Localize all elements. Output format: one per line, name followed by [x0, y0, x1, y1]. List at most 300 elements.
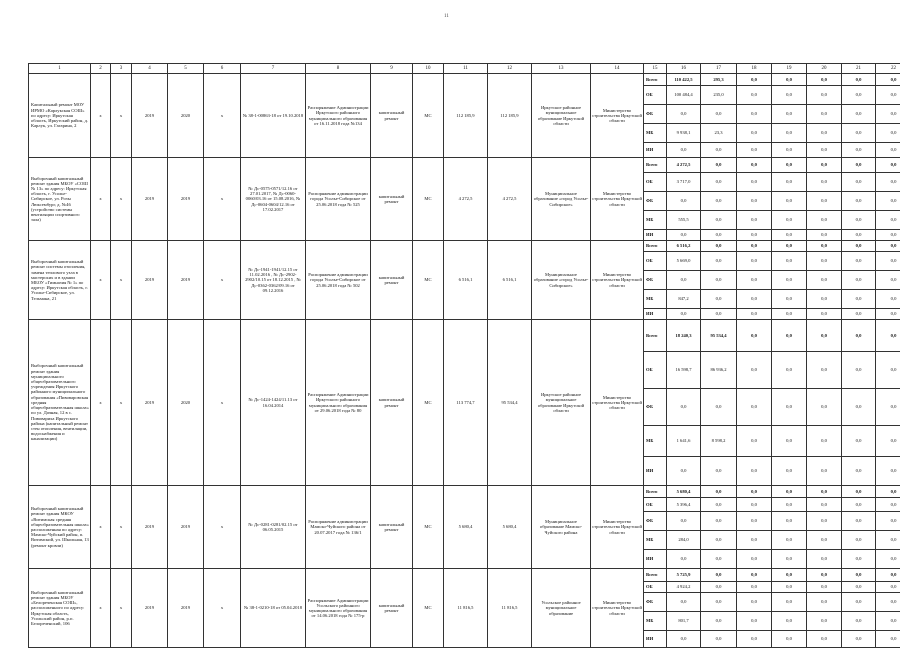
funding-value-cell: 0,0: [667, 593, 701, 612]
funding-value-cell: 0,0: [842, 426, 876, 457]
decision-cell: Распоряжение Администрации Усольского районного муниципального образования от 14.06.2018 года № 175-р: [306, 569, 371, 648]
column-number-header: 9: [371, 64, 413, 74]
funding-value-cell: 0,0: [772, 211, 807, 230]
funding-value-cell: 0,0: [737, 124, 772, 143]
table-row: [29, 569, 900, 582]
funding-value-cell: 0,0: [667, 389, 701, 426]
work-type-cell: капитальный ремонт: [371, 320, 413, 486]
funding-value-cell: 0,0: [772, 582, 807, 593]
funding-value-cell: 0,0: [876, 211, 900, 230]
decision-cell: Распоряжение администрации Мамско-Чуйского района от 20.07.2017 года № 136/1: [306, 486, 371, 569]
funding-value-cell: 0,0: [667, 230, 701, 241]
funding-value-cell: 100 484,4: [667, 86, 701, 105]
funding-value-cell: 0,0: [807, 74, 842, 86]
funding-value-cell: 23,3: [701, 124, 737, 143]
funding-value-cell: 0,0: [772, 158, 807, 173]
col2-cell: х: [91, 320, 111, 486]
start-year-cell: 2019: [132, 158, 168, 241]
decision-cell: Распоряжение администрации города Усолье-Сибирское от 25.06.2018 года № 502: [306, 241, 371, 320]
funding-value-cell: 0,0: [701, 230, 737, 241]
funding-value-cell: 0,0: [842, 241, 876, 252]
funding-value-cell: 0,0: [807, 86, 842, 105]
funding-value-cell: 0,0: [701, 631, 737, 648]
funding-source-cell: ОБ: [644, 86, 667, 105]
col6-cell: х: [204, 241, 241, 320]
funding-value-cell: 0,0: [772, 631, 807, 648]
estimated-cost-cell: 112 185,9: [444, 74, 488, 158]
funding-value-cell: 0,0: [772, 230, 807, 241]
funding-value-cell: 5 669,0: [667, 252, 701, 271]
expertise-cell: № Дс-0281-0281/02.15 от 06.05.2015: [241, 486, 306, 569]
funding-value-cell: 0,0: [667, 309, 701, 320]
funding-value-cell: 0,0: [876, 309, 900, 320]
column-number-header: 7: [241, 64, 306, 74]
funding-source-cell: ИИ: [644, 230, 667, 241]
funding-value-cell: 801,7: [667, 612, 701, 631]
funding-value-cell: 0,0: [807, 352, 842, 389]
funding-value-cell: 0,0: [737, 486, 772, 498]
funding-value-cell: 847,2: [667, 290, 701, 309]
funding-value-cell: 95 534,4: [701, 320, 737, 352]
column-number-header: 14: [591, 64, 644, 74]
funding-value-cell: 0,0: [876, 173, 900, 192]
expertise-cell: № Дс-0575-0571/12.16 от 27.01.2017, № Дс-0060-0060/03.16 от 15.08.2016, № Дс-0604-0604/12.16 от 17.02.2017: [241, 158, 306, 241]
funding-value-cell: 0,0: [842, 352, 876, 389]
funding-value-cell: 0,0: [737, 74, 772, 86]
expertise-cell: № Дс-1424-1424/11.13 от 16.04.2014: [241, 320, 306, 486]
col3-cell: х: [111, 241, 132, 320]
funding-value-cell: 18 240,3: [667, 320, 701, 352]
funding-value-cell: 0,0: [842, 192, 876, 211]
object-name-cell: Выборочный капитальный ремонт здания МБОУ «СОШ № 13» по адресу: Иркутская область, г. Усолье-Сибирское, ул. Розы Люксембург, д. №46 (устройство системы вентиляции спортивного зала): [29, 158, 91, 241]
funding-value-cell: 0,0: [807, 271, 842, 290]
funding-value-cell: 0,0: [667, 457, 701, 486]
funding-value-cell: 0,0: [772, 550, 807, 569]
funding-value-cell: 0,0: [876, 389, 900, 426]
expertise-cell: № Дс-1941-1941/12.15 от 11.02.2016 , № Дс-2902-2902/10.15 от 18.12.2015 , № Дс-0362-0362/09.16 от 09.12.2016: [241, 241, 306, 320]
object-name-cell: Капитальный ремонт МОУ ИРМО «Карлукская СОШ» по адресу: Иркутская область, Иркутский район, д. Карлук, ул. Гагарина, 2: [29, 74, 91, 158]
col6-cell: х: [204, 320, 241, 486]
funding-value-cell: 0,0: [842, 124, 876, 143]
col3-cell: х: [111, 486, 132, 569]
funding-value-cell: 0,0: [772, 389, 807, 426]
funding-value-cell: 0,0: [737, 531, 772, 550]
col6-cell: х: [204, 158, 241, 241]
column-number-header: 1: [29, 64, 91, 74]
funding-value-cell: 0,0: [737, 143, 772, 158]
funding-value-cell: 0,0: [772, 426, 807, 457]
ministry-cell: Министерство строительства Иркутской области: [591, 241, 644, 320]
column-number-header: 4: [132, 64, 168, 74]
funding-value-cell: 0,0: [667, 550, 701, 569]
col3-cell: х: [111, 158, 132, 241]
funding-value-cell: 0,0: [772, 512, 807, 531]
page-number: 11: [444, 14, 449, 19]
decision-cell: Распоряжение Администрации Иркутского районного муниципального образования от 16.11.2018 года №134: [306, 74, 371, 158]
funding-value-cell: 0,0: [807, 457, 842, 486]
funding-value-cell: 0,0: [737, 426, 772, 457]
funding-value-cell: 4 272,5: [667, 158, 701, 173]
municipality-cell: Усольское районное муниципальное образование: [532, 569, 591, 648]
funding-value-cell: 0,0: [876, 352, 900, 389]
funding-value-cell: 0,0: [701, 309, 737, 320]
funding-value-cell: 0,0: [876, 531, 900, 550]
funding-value-cell: 0,0: [701, 457, 737, 486]
funding-value-cell: 0,0: [807, 389, 842, 426]
funding-source-cell: ФБ: [644, 512, 667, 531]
funding-source-cell: МБ: [644, 531, 667, 550]
funding-value-cell: 0,0: [842, 593, 876, 612]
table-row: [29, 320, 900, 352]
end-year-cell: 2019: [168, 569, 204, 648]
funding-value-cell: 0,0: [807, 498, 842, 512]
funding-source-cell: Всего: [644, 241, 667, 252]
funding-value-cell: 0,0: [701, 531, 737, 550]
funding-value-cell: 0,0: [737, 241, 772, 252]
column-number-header: 11: [444, 64, 488, 74]
municipality-cell: Иркутское районное муниципальное образование Иркутской области: [532, 74, 591, 158]
funding-source-cell: Всего: [644, 486, 667, 498]
funding-value-cell: 0,0: [842, 211, 876, 230]
funding-value-cell: 0,0: [737, 86, 772, 105]
start-year-cell: 2019: [132, 569, 168, 648]
funding-source-cell: ИИ: [644, 631, 667, 648]
funding-value-cell: 0,0: [737, 320, 772, 352]
funding-value-cell: 0,0: [701, 612, 737, 631]
column-number-header: 3: [111, 64, 132, 74]
funding-source-cell: ОБ: [644, 173, 667, 192]
funding-value-cell: 0,0: [842, 309, 876, 320]
funding-value-cell: 0,0: [701, 498, 737, 512]
decision-cell: Распоряжение Администрации Иркутского районного муниципального образования от 29.06.2018 года № 80: [306, 320, 371, 486]
work-type-cell: капитальный ремонт: [371, 569, 413, 648]
funding-value-cell: 0,0: [772, 593, 807, 612]
table-row: [29, 486, 900, 498]
funding-value-cell: 0,0: [737, 352, 772, 389]
funding-value-cell: 0,0: [842, 612, 876, 631]
funding-value-cell: 0,0: [842, 143, 876, 158]
work-type-cell: капитальный ремонт: [371, 74, 413, 158]
funding-value-cell: 0,0: [876, 426, 900, 457]
column-number-header: 15: [644, 64, 667, 74]
funding-value-cell: 0,0: [737, 271, 772, 290]
funding-value-cell: 5 725,9: [667, 569, 701, 582]
funding-value-cell: 0,0: [876, 582, 900, 593]
remaining-cost-cell: 112 185,9: [488, 74, 532, 158]
funding-value-cell: 0,0: [737, 309, 772, 320]
work-type-cell: капитальный ремонт: [371, 486, 413, 569]
funding-value-cell: 0,0: [667, 192, 701, 211]
column-number-header: 12: [488, 64, 532, 74]
column-number-header: 10: [413, 64, 444, 74]
funding-value-cell: 0,0: [842, 86, 876, 105]
funding-value-cell: 0,0: [701, 158, 737, 173]
funding-value-cell: 0,0: [772, 498, 807, 512]
funding-value-cell: 0,0: [667, 105, 701, 124]
start-year-cell: 2019: [132, 241, 168, 320]
ministry-cell: Министерство строительства Иркутской области: [591, 74, 644, 158]
funding-value-cell: 0,0: [701, 389, 737, 426]
col2-cell: х: [91, 158, 111, 241]
ms-cell: МС: [413, 74, 444, 158]
funding-source-cell: ФБ: [644, 593, 667, 612]
table-row: [29, 241, 900, 252]
funding-source-cell: МБ: [644, 211, 667, 230]
decision-cell: Распоряжение администрации города Усолье-Сибирское от 25.06.2018 года № 525: [306, 158, 371, 241]
ministry-cell: Министерство строительства Иркутской области: [591, 320, 644, 486]
funding-value-cell: 0,0: [701, 173, 737, 192]
funding-value-cell: 0,0: [876, 498, 900, 512]
funding-value-cell: 0,0: [876, 158, 900, 173]
funding-source-cell: ФБ: [644, 389, 667, 426]
funding-value-cell: 0,0: [876, 457, 900, 486]
funding-value-cell: 0,0: [701, 593, 737, 612]
capital-repair-table: [28, 63, 900, 648]
funding-value-cell: 0,0: [842, 389, 876, 426]
funding-value-cell: 0,0: [807, 143, 842, 158]
funding-value-cell: 0,0: [701, 241, 737, 252]
funding-source-cell: ФБ: [644, 105, 667, 124]
funding-source-cell: ИИ: [644, 309, 667, 320]
funding-value-cell: 0,0: [772, 105, 807, 124]
column-number-header: 13: [532, 64, 591, 74]
funding-value-cell: 0,0: [737, 290, 772, 309]
funding-value-cell: 0,0: [701, 105, 737, 124]
funding-value-cell: 0,0: [701, 550, 737, 569]
funding-value-cell: 0,0: [737, 105, 772, 124]
funding-value-cell: 0,0: [737, 457, 772, 486]
col2-cell: х: [91, 241, 111, 320]
funding-value-cell: 0,0: [876, 631, 900, 648]
funding-value-cell: 0,0: [701, 211, 737, 230]
funding-value-cell: 295,3: [701, 74, 737, 86]
funding-value-cell: 0,0: [842, 74, 876, 86]
remaining-cost-cell: 11 816,5: [488, 569, 532, 648]
funding-source-cell: Всего: [644, 158, 667, 173]
funding-value-cell: 0,0: [772, 290, 807, 309]
object-name-cell: Выборочный капитальный ремонт здания муниципального общеобразовательного учреждения Иркутского районного муниципального образования «Пивоваровская средняя общеобразовательная школа» по ул. Дачная, 12 в с. Пивовариха Иркутского района (капитальный ремонт стен отопления, вентиляции, водоснабжения и канализации): [29, 320, 91, 486]
funding-value-cell: 0,0: [842, 512, 876, 531]
funding-value-cell: 0,0: [772, 252, 807, 271]
funding-value-cell: 0,0: [737, 192, 772, 211]
column-number-header: 19: [772, 64, 807, 74]
funding-value-cell: 0,0: [842, 457, 876, 486]
funding-value-cell: 0,0: [842, 582, 876, 593]
funding-value-cell: 4 924,2: [667, 582, 701, 593]
funding-value-cell: 0,0: [772, 352, 807, 389]
funding-source-cell: МБ: [644, 124, 667, 143]
funding-value-cell: 0,0: [772, 486, 807, 498]
funding-value-cell: 0,0: [807, 531, 842, 550]
object-name-cell: Выборочный капитальный ремонт здания МКОУ «Витимская средняя общеобразовательная школа» расположенная по адресу: Мамско-Чуйский район, п. Витимский, ул. Школьная, 13 (ремонт кровли): [29, 486, 91, 569]
funding-value-cell: 0,0: [876, 486, 900, 498]
end-year-cell: 2020: [168, 320, 204, 486]
funding-value-cell: 0,0: [701, 569, 737, 582]
funding-value-cell: 0,0: [701, 252, 737, 271]
funding-value-cell: 0,0: [876, 612, 900, 631]
funding-value-cell: 0,0: [737, 612, 772, 631]
table-row: [29, 158, 900, 173]
start-year-cell: 2019: [132, 320, 168, 486]
funding-value-cell: 0,0: [842, 252, 876, 271]
municipality-cell: Муниципальное образование «город Усолье-Сибирское»: [532, 158, 591, 241]
ms-cell: МС: [413, 241, 444, 320]
estimated-cost-cell: 4 272,5: [444, 158, 488, 241]
funding-value-cell: 0,0: [876, 241, 900, 252]
remaining-cost-cell: 4 272,5: [488, 158, 532, 241]
municipality-cell: Муниципальное образование «город Усолье-Сибирское»: [532, 241, 591, 320]
funding-value-cell: 0,0: [807, 550, 842, 569]
funding-value-cell: 0,0: [807, 211, 842, 230]
ms-cell: МС: [413, 569, 444, 648]
funding-value-cell: 0,0: [807, 569, 842, 582]
col3-cell: х: [111, 569, 132, 648]
funding-value-cell: 16 598,7: [667, 352, 701, 389]
end-year-cell: 2019: [168, 158, 204, 241]
funding-source-cell: МБ: [644, 612, 667, 631]
funding-value-cell: 0,0: [667, 512, 701, 531]
funding-value-cell: 0,0: [737, 230, 772, 241]
col2-cell: х: [91, 569, 111, 648]
funding-source-cell: Всего: [644, 320, 667, 352]
column-number-header: 2: [91, 64, 111, 74]
funding-value-cell: 0,0: [842, 531, 876, 550]
funding-value-cell: 0,0: [701, 290, 737, 309]
funding-source-cell: ФБ: [644, 271, 667, 290]
funding-value-cell: 0,0: [772, 86, 807, 105]
funding-value-cell: 0,0: [737, 158, 772, 173]
funding-value-cell: 0,0: [701, 582, 737, 593]
column-number-header: 16: [667, 64, 701, 74]
work-type-cell: капитальный ремонт: [371, 158, 413, 241]
funding-value-cell: 0,0: [667, 271, 701, 290]
funding-value-cell: 0,0: [842, 486, 876, 498]
funding-value-cell: 0,0: [701, 486, 737, 498]
funding-value-cell: 0,0: [842, 230, 876, 241]
funding-value-cell: 0,0: [737, 498, 772, 512]
funding-value-cell: 0,0: [772, 309, 807, 320]
work-type-cell: капитальный ремонт: [371, 241, 413, 320]
funding-value-cell: 0,0: [772, 271, 807, 290]
funding-value-cell: 0,0: [772, 457, 807, 486]
funding-value-cell: 0,0: [807, 158, 842, 173]
column-number-row: [29, 64, 900, 74]
funding-value-cell: 86 936,2: [701, 352, 737, 389]
funding-value-cell: 0,0: [842, 631, 876, 648]
funding-value-cell: 8 598,2: [701, 426, 737, 457]
funding-value-cell: 0,0: [807, 124, 842, 143]
funding-value-cell: 0,0: [876, 290, 900, 309]
funding-value-cell: 0,0: [772, 320, 807, 352]
ministry-cell: Министерство строительства Иркутской области: [591, 569, 644, 648]
expertise-cell: № 38-1-00863-18 от 19.10.2018: [241, 74, 306, 158]
estimated-cost-cell: 113 774,7: [444, 320, 488, 486]
funding-value-cell: 0,0: [667, 631, 701, 648]
funding-source-cell: ИИ: [644, 550, 667, 569]
ms-cell: МС: [413, 486, 444, 569]
column-number-header: 20: [807, 64, 842, 74]
start-year-cell: 2019: [132, 74, 168, 158]
funding-value-cell: 0,0: [772, 173, 807, 192]
funding-value-cell: 0,0: [667, 143, 701, 158]
funding-value-cell: 0,0: [737, 173, 772, 192]
funding-value-cell: 0,0: [737, 252, 772, 271]
funding-value-cell: 0,0: [876, 143, 900, 158]
funding-value-cell: 0,0: [772, 569, 807, 582]
funding-value-cell: 0,0: [772, 612, 807, 631]
funding-value-cell: 0,0: [876, 124, 900, 143]
funding-value-cell: 3 717,0: [667, 173, 701, 192]
funding-value-cell: 0,0: [807, 230, 842, 241]
funding-value-cell: 0,0: [807, 192, 842, 211]
funding-value-cell: 0,0: [807, 252, 842, 271]
col6-cell: х: [204, 74, 241, 158]
funding-source-cell: ОБ: [644, 498, 667, 512]
funding-value-cell: 0,0: [876, 86, 900, 105]
estimated-cost-cell: 6 516,1: [444, 241, 488, 320]
funding-value-cell: 0,0: [807, 512, 842, 531]
funding-value-cell: 0,0: [842, 158, 876, 173]
col6-cell: х: [204, 569, 241, 648]
funding-value-cell: 0,0: [876, 512, 900, 531]
funding-value-cell: 0,0: [807, 105, 842, 124]
estimated-cost-cell: 5 680,4: [444, 486, 488, 569]
funding-source-cell: ОБ: [644, 352, 667, 389]
funding-value-cell: 0,0: [807, 426, 842, 457]
funding-value-cell: 0,0: [737, 211, 772, 230]
col3-cell: х: [111, 320, 132, 486]
funding-value-cell: 0,0: [737, 569, 772, 582]
column-number-header: 8: [306, 64, 371, 74]
funding-source-cell: ИИ: [644, 457, 667, 486]
remaining-cost-cell: 5 680,4: [488, 486, 532, 569]
remaining-cost-cell: 6 516,1: [488, 241, 532, 320]
funding-value-cell: 0,0: [876, 192, 900, 211]
funding-value-cell: 0,0: [737, 582, 772, 593]
col2-cell: х: [91, 74, 111, 158]
funding-value-cell: 0,0: [772, 74, 807, 86]
funding-value-cell: 0,0: [807, 173, 842, 192]
funding-value-cell: 0,0: [807, 582, 842, 593]
funding-value-cell: 0,0: [701, 192, 737, 211]
ministry-cell: Министерство строительства Иркутской области: [591, 486, 644, 569]
funding-value-cell: 0,0: [772, 143, 807, 158]
column-number-header: 5: [168, 64, 204, 74]
funding-value-cell: 0,0: [807, 290, 842, 309]
funding-value-cell: 0,0: [842, 498, 876, 512]
funding-value-cell: 0,0: [842, 569, 876, 582]
ms-cell: МС: [413, 320, 444, 486]
funding-value-cell: 0,0: [807, 593, 842, 612]
funding-value-cell: 0,0: [876, 74, 900, 86]
col6-cell: х: [204, 486, 241, 569]
funding-value-cell: 0,0: [876, 271, 900, 290]
funding-value-cell: 5 680,4: [667, 486, 701, 498]
start-year-cell: 2019: [132, 486, 168, 569]
funding-value-cell: 0,0: [876, 569, 900, 582]
funding-value-cell: 555,5: [667, 211, 701, 230]
column-number-header: 6: [204, 64, 241, 74]
funding-source-cell: Всего: [644, 569, 667, 582]
funding-value-cell: 0,0: [842, 550, 876, 569]
municipality-cell: Муниципальное образование Мамско-Чуйского района: [532, 486, 591, 569]
funding-value-cell: 0,0: [807, 486, 842, 498]
funding-value-cell: 0,0: [807, 631, 842, 648]
municipality-cell: Иркутское районное муниципальное образование Иркутской области: [532, 320, 591, 486]
table-row: [29, 74, 900, 86]
funding-value-cell: 284,0: [667, 531, 701, 550]
col2-cell: х: [91, 486, 111, 569]
